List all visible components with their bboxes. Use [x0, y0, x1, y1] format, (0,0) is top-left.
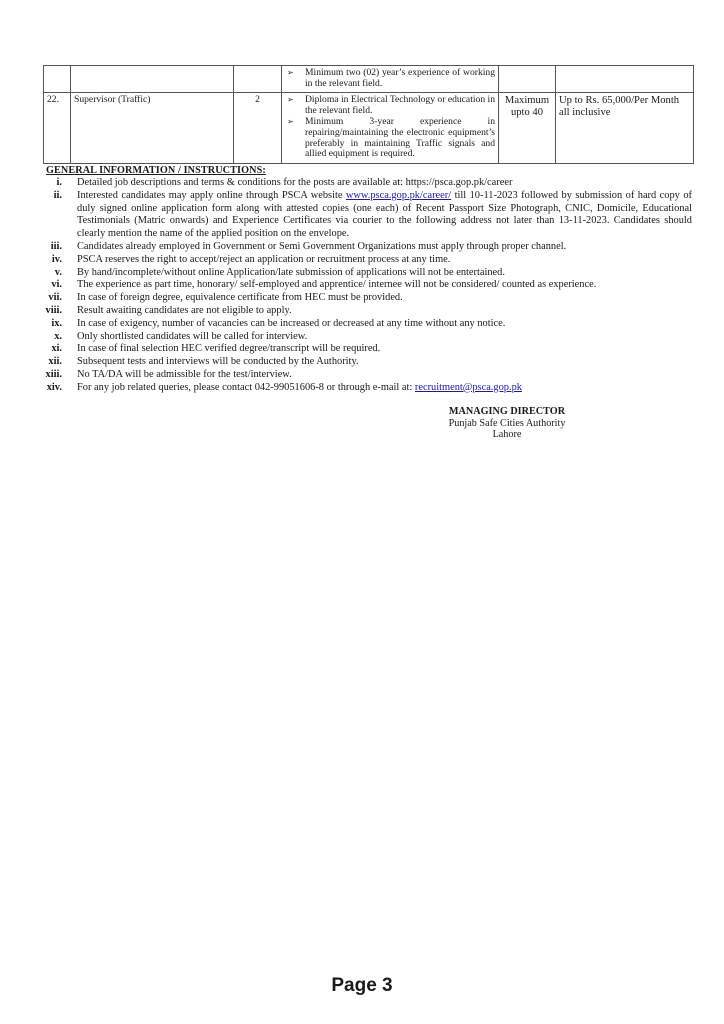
signatory-organization: Punjab Safe Cities Authority: [448, 417, 566, 429]
item-number: ii.: [53, 189, 62, 201]
item-text: Detailed job descriptions and terms & conditions for the posts are available at: https://psca.gop.pk/career: [77, 177, 513, 188]
instruction-item: [0, 382, 724, 395]
item-number: x.: [54, 330, 62, 342]
age-cell: [499, 66, 556, 93]
instruction-item: [0, 305, 724, 318]
instruction-item: [0, 318, 724, 331]
career-link[interactable]: www.psca.gop.pk/career/: [345, 189, 452, 201]
item-number: xi.: [51, 343, 62, 355]
instruction-item: [0, 267, 724, 280]
item-text: The experience as part time, honorary/ self-employed and apprentice/ internee will not be considered/ counted as experience.: [77, 279, 597, 291]
serial-cell: 22.: [44, 93, 71, 164]
age-cell: Maximum upto 40: [499, 93, 556, 164]
jobs-table: [43, 65, 694, 164]
item-number: iv.: [51, 253, 62, 265]
item-text: No TA/DA will be admissible for the test/interview.: [77, 368, 292, 380]
item-text: Result awaiting candidates are not eligible to apply.: [77, 304, 292, 316]
count-cell: [234, 66, 282, 93]
signatory-designation: MANAGING DIRECTOR: [448, 406, 566, 417]
requirement-item: [285, 95, 495, 116]
page-number: Page 3: [331, 975, 393, 996]
instruction-item: [0, 241, 724, 254]
item-text: In case of exigency, number of vacancies can be increased or decreased at any time without any notice.: [77, 317, 506, 329]
item-number: i.: [56, 177, 62, 188]
item-number: xiv.: [46, 381, 62, 393]
requirement-item: [285, 117, 495, 159]
requirements-cell: [282, 93, 499, 164]
instruction-item: [0, 331, 724, 344]
serial-cell: [44, 66, 71, 93]
item-text: In case of final selection HEC verified degree/transcript will be required.: [77, 343, 381, 355]
item-number: iii.: [50, 240, 62, 252]
instruction-item: [0, 356, 724, 369]
signatory-city: Lahore: [492, 429, 522, 441]
item-number: ix.: [51, 317, 62, 329]
instruction-item: [0, 343, 724, 356]
requirement-text: Diploma in Electrical Technology or education in the relevant field.: [305, 94, 495, 116]
item-text: For any job related queries, please contact 042-99051606-8 or through e-mail at:: [77, 381, 415, 393]
item-text: Only shortlisted candidates will be called for interview.: [77, 330, 308, 342]
item-text: Interested candidates may apply online through PSCA website: [77, 189, 346, 201]
item-text: By hand/incomplete/without online Application/late submission of applications will not be entertained.: [77, 266, 505, 278]
item-number: v.: [54, 266, 62, 278]
item-text: PSCA reserves the right to accept/reject an application or recruitment process at any time.: [77, 253, 451, 265]
item-text-continued: till 10-11-2023 followed by submission of hard copy of duly signed online application form along with attested copies (one each) of Recent Passport Size Photograph, CNIC, Domicile, Educational Testimonials (Matric onwards) and Experience Certificates via courier to the following address not later than 13-11-2023. Candidates should clearly mention the name of the applied position on the envelope.: [77, 189, 692, 240]
item-text: In case of foreign degree, equivalence certificate from HEC must be provided.: [77, 292, 403, 304]
table-row: [44, 93, 694, 164]
requirement-item: [285, 68, 495, 89]
general-info-heading: GENERAL INFORMATION / INSTRUCTIONS:: [46, 165, 266, 176]
item-number: xii.: [48, 356, 62, 368]
requirement-text: Minimum 3-year experience in repairing/maintaining the electronic equipment’s preferably in maintaining Traffic signals and allied equipment is required.: [305, 116, 495, 160]
post-cell: Supervisor (Traffic): [71, 93, 234, 164]
signature-block: [412, 406, 602, 441]
arrow-bullet-icon: ➢: [287, 68, 294, 77]
item-number: viii.: [45, 304, 62, 316]
requirements-cell: [282, 66, 499, 93]
pay-cell: [556, 66, 694, 93]
arrow-bullet-icon: ➢: [287, 117, 294, 127]
item-text: Subsequent tests and interviews will be conducted by the Authority.: [77, 356, 359, 368]
pay-cell: Up to Rs. 65,000/Per Month all inclusive: [556, 93, 694, 164]
requirement-text: Minimum two (02) year’s experience of working in the relevant field.: [305, 67, 495, 89]
item-number: vii.: [48, 292, 62, 304]
instruction-item: [0, 190, 724, 241]
post-cell: [71, 66, 234, 93]
instruction-item: [0, 279, 724, 292]
item-number: vi.: [51, 279, 62, 291]
table-row: [44, 66, 694, 93]
arrow-bullet-icon: ➢: [287, 95, 294, 105]
recruitment-email-link[interactable]: recruitment@psca.gop.pk: [414, 381, 522, 393]
instruction-item: [0, 369, 724, 382]
count-cell: 2: [234, 93, 282, 164]
instruction-item: [0, 292, 724, 305]
instruction-item: [0, 177, 724, 190]
item-number: xiii.: [45, 368, 62, 380]
instructions-list: [0, 177, 724, 395]
instruction-item: [0, 254, 724, 267]
item-text: Candidates already employed in Government or Semi Government Organizations must apply through proper channel.: [77, 240, 567, 252]
